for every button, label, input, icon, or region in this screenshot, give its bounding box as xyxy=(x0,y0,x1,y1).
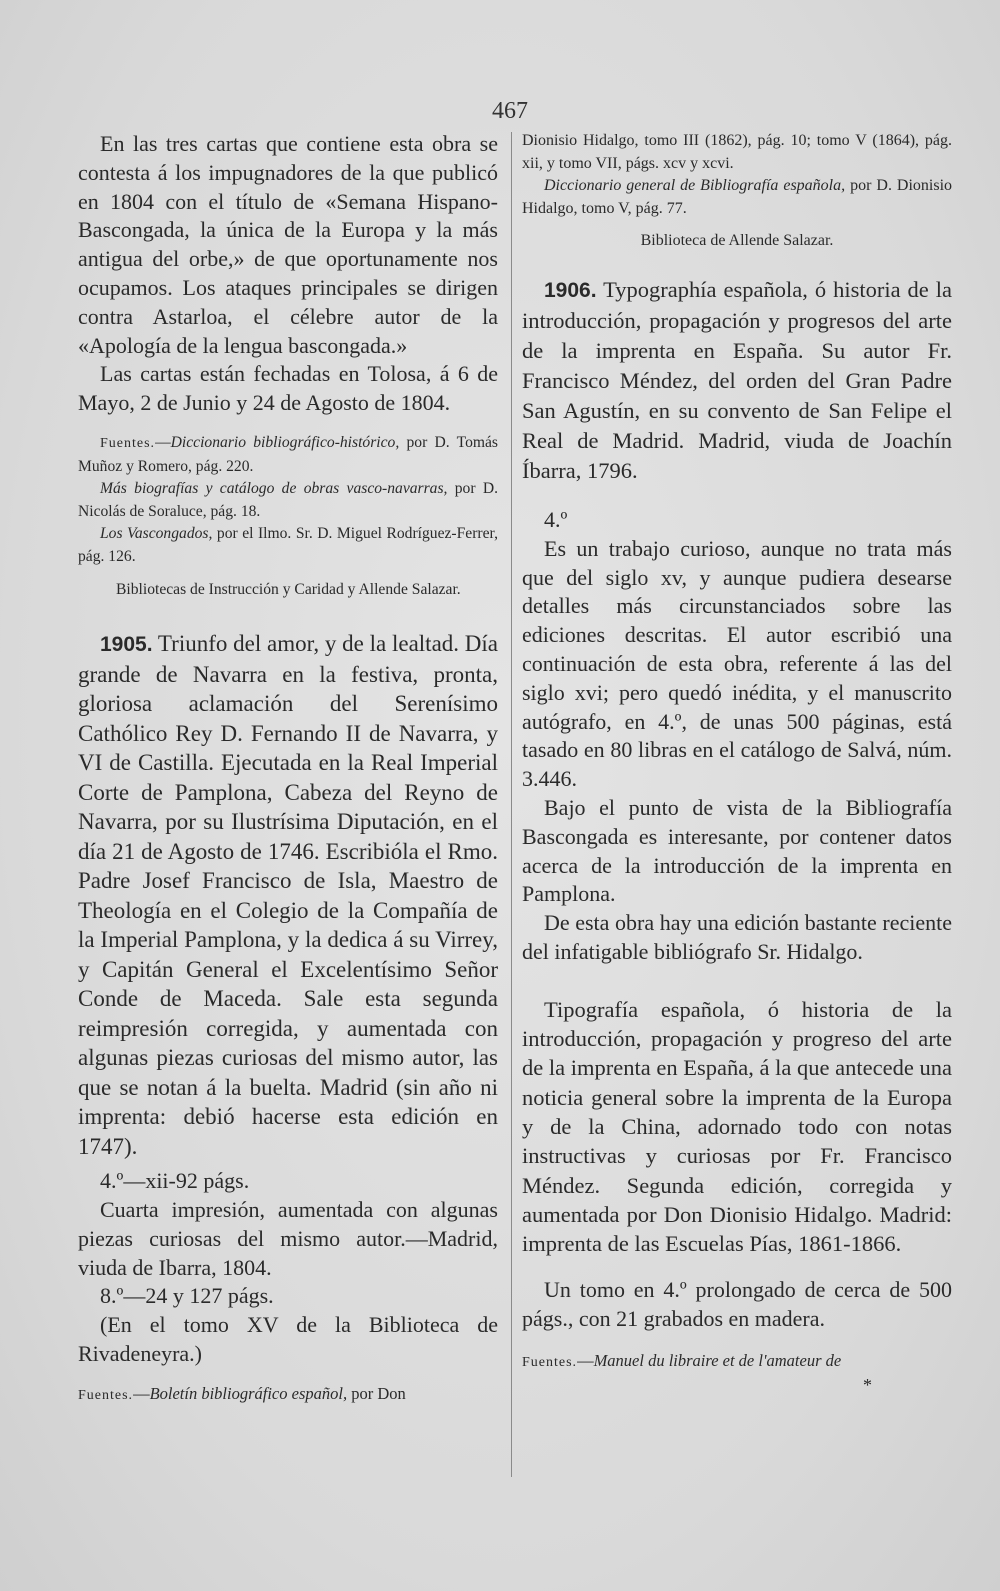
sources-bottom xyxy=(522,1350,952,1375)
source-detail: por D. Dionisio Hidalgo, tomo V, pág. 77. xyxy=(522,177,953,217)
asterisk-mark: * xyxy=(863,1374,872,1395)
source-detail: por el Ilmo. Sr. D. Miguel Rodríguez-Ferrer, pág. 126. xyxy=(78,525,498,565)
source-title: Manuel du libraire et de l'amateur de xyxy=(593,1350,842,1370)
volume-note: (En el tomo XV de la Biblioteca de Rivadeneyra.) xyxy=(78,1312,498,1366)
source-detail: por D. Nicolás de Soraluce, pág. 18. xyxy=(78,480,499,520)
entry-number: 1906. xyxy=(544,278,597,302)
libraries-note: Bibliotecas de Instrucción y Caridad y Allende Salazar. xyxy=(116,580,461,598)
entry-1906 xyxy=(522,275,952,486)
right-column xyxy=(522,130,952,1396)
intro-paragraph: En las tres cartas que contiene esta obra se contesta á los impugnadores de la que publicó en 1804 con el título de «Semana Hispano-Bascongada, la única de la Europa y la más antigua del orbe,» de que oportunamente nos ocupamos. Los ataques principales se dirigen contra Astarloa, el célebre autor de la «Apología de la lengua bascongada.» xyxy=(78,131,498,358)
basque-relevance: Bajo el punto de vista de la Bibliografía Bascongada es interesante, por contener datos acerca de la introducción de la imprenta en Pamplona. xyxy=(522,794,952,907)
library-note: Biblioteca de Allende Salazar. xyxy=(640,232,834,250)
sources-dash: — xyxy=(133,1383,150,1403)
source-title: Más biografías y catálogo de obras vasco-navarras, xyxy=(100,480,448,498)
source-detail: por D. Tomás Muñoz y Romero, pág. 220. xyxy=(78,433,498,475)
format-line-2: 8.º—24 y 127 págs. xyxy=(100,1283,274,1309)
sources-1 xyxy=(78,432,498,478)
source-title: Boletín bibliográfico español, xyxy=(149,1383,348,1403)
page-number: 467 xyxy=(492,98,528,124)
dates-paragraph: Las cartas están fechadas en Tolosa, á 6 de Mayo, 2 de Junio y 24 de Agosto de 1804. xyxy=(78,361,498,416)
entry-text: Typographía española, ó historia de la introducción, propagación y progresos del arte de la imprenta en España. Su autor Fr. Francisco Méndez, del orden del Gran Padre San Agustín, en su convento de San Felipe el Real de Madrid. Madrid, viuda de Joachín Íbarra, 1796. xyxy=(522,276,952,483)
sources-dash: — xyxy=(577,1350,594,1370)
sources-label: Fuentes. xyxy=(522,1354,578,1370)
recent-edition: De esta obra hay una edición bastante reciente del infatigable bibliógrafo Sr. Hidalgo. xyxy=(522,910,952,964)
source-title: Los Vascongados, xyxy=(100,525,213,543)
source-detail: por Don xyxy=(347,1383,406,1403)
source-title: Diccionario general de Bibliografía española, xyxy=(544,177,846,195)
source-title: Diccionario bibliográfico-histórico, xyxy=(170,433,400,451)
sources-label: Fuentes. xyxy=(100,435,156,451)
sources-continued: Dionisio Hidalgo, tomo III (1862), pág. 10; tomo V (1864), pág. xii, y tomo VII, págs. xcv y xcvi. xyxy=(522,132,952,172)
sources-4 xyxy=(522,175,952,220)
entry-number: 1905. xyxy=(100,633,153,657)
entry-text: Triunfo del amor, y de la lealtad. Día grande de Navarra en la festiva, pronta, gloriosa aclamación del Serenísimo Cathólico Rey D. Fernando II de Navarra, y VI de Castilla. Ejecutada en la Real Imperial Corte de Pamplona, Cabeza del Reyno de Navarra, por su Ilustrísima Diputación, en el día 21 de Agosto de 1746. Escribióla el Rmo. Padre Josef Francisco de Isla, Maestro de Theología en el Colegio de la Compañía de la Imperial Pamplona, y la dedica á su Virrey, y Capitán General el Excelentísimo Señor Conde de Maceda. Sale esta segunda reimpresión corregida, y aumentada con algunas piezas curiosas del mismo autor, las que se notan á la buelta. Madrid (sin año ni imprenta: debió hacerse esta edición en 1747). xyxy=(78,631,498,1159)
sources-3 xyxy=(78,523,498,568)
left-column xyxy=(78,130,498,1407)
second-edition-entry: Tipografía española, ó historia de la introducción, propagación y progreso del arte de la imprenta en España, á la que antecede una noticia general sobre la imprenta de la Europa y de la China, adornado todo con notas instructivas y curiosas por Fr. Francisco Méndez. Segunda edición, corregida y aumentada por Don Dionisio Hidalgo. Madrid: imprenta de las Escuelas Pías, 1861-1866. xyxy=(522,996,952,1257)
format-line: 4.º—xii-92 págs. xyxy=(100,1168,250,1194)
sources-2 xyxy=(78,478,498,523)
volume-description: Un tomo en 4.º prolongado de cerca de 500 págs., con 21 grabados en madera. xyxy=(522,1277,952,1332)
sources-dash: — xyxy=(155,433,171,451)
work-description: Es un trabajo curioso, aunque no trata más que del siglo xv, y aunque pudiera desearse detalles más circunstanciados sobre las ediciones descritas. El autor escribió una continuación de esta obra, referente á las del siglo xvi; pero quedó inédita, y el manuscrito autógrafo, en 4.º, de unas 500 páginas, está tasado en 80 libras en el catálogo de Salvá, núm. 3.446. xyxy=(522,535,952,792)
sources-bottom xyxy=(78,1383,498,1408)
fourth-edition: Cuarta impresión, aumentada con algunas piezas curiosas del mismo autor.—Madrid, viuda de Ibarra, 1804. xyxy=(78,1196,498,1280)
entry-1905 xyxy=(78,629,498,1161)
sources-label: Fuentes. xyxy=(78,1387,134,1403)
column-divider xyxy=(511,132,512,1477)
format-line: 4.º xyxy=(544,506,568,532)
